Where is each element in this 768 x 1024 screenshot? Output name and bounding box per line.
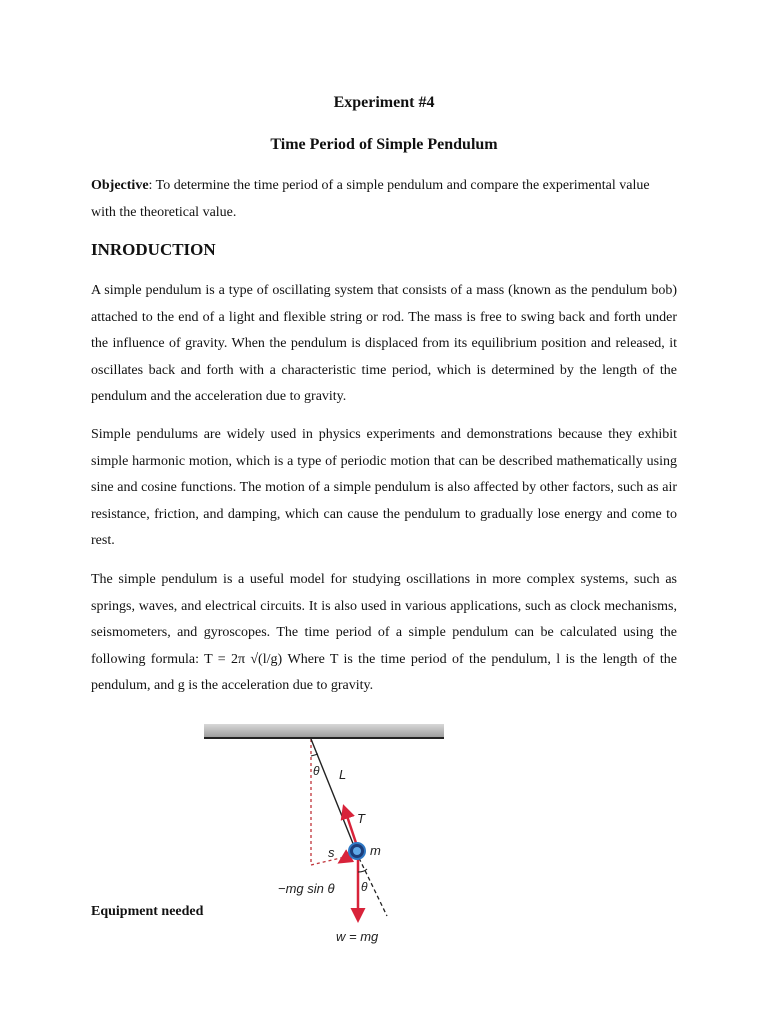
restoring-force-label: −mg sin θ: [278, 881, 335, 896]
mass-label: m: [370, 843, 381, 858]
pendulum-string: [311, 739, 354, 846]
length-label: L: [339, 767, 347, 782]
objective-label: Objective: [91, 178, 149, 193]
intro-paragraph-2: Simple pendulums are widely used in physics experiments and demonstrations because they exhibit simple harmonic motion, which is a type of periodic motion that can be described mathematically using sine and cosine functions. The motion of a simple pendulum is also affected by other factors, such as air resistance, friction, and damping, which can cause the pendulum to gradually lose energy and come to rest.: [91, 427, 677, 549]
pendulum-diagram: [204, 722, 446, 950]
intro-paragraph-1: A simple pendulum is a type of oscillating system that consists of a mass (known as the pendulum bob) attached to the end of a light and flexible string or rod. The mass is free to swing back and forth under the influence of gravity. When the pendulum is displaced from its equilibrium position and released, it oscillates back and forth with a characteristic time period, which is determined by the length of the pendulum and the acceleration due to gravity.: [91, 283, 677, 405]
ceiling-bar: [204, 724, 444, 738]
theta-top-label: θ: [313, 764, 320, 778]
objective-text: : To determine the time period of a simple pendulum and compare the experimental value with the theoretical value.: [91, 178, 650, 220]
objective-paragraph: [91, 173, 677, 226]
theta-bottom-label: θ: [361, 880, 368, 894]
weight-label: w = mg: [336, 929, 379, 944]
intro-paragraph-3: The simple pendulum is a useful model for studying oscillations in more complex systems, such as springs, waves, and electrical circuits. It is also used in various applications, such as clock mechanisms, seismometers, and gyroscopes. The time period of a simple pendulum can be calculated using the following formula: T = 2π √(l/g) Where T is the time period of the pendulum, l is the length of the pendulum, and g is the acceleration due to gravity.: [91, 572, 677, 694]
equipment-heading: Equipment needed: [91, 904, 204, 919]
tension-label: T: [357, 811, 365, 826]
experiment-subtitle: Time Period of Simple Pendulum: [270, 136, 498, 153]
introduction-heading: INRODUCTION: [91, 240, 216, 259]
arc-label: s: [328, 845, 335, 860]
experiment-title: Experiment #4: [333, 94, 435, 111]
